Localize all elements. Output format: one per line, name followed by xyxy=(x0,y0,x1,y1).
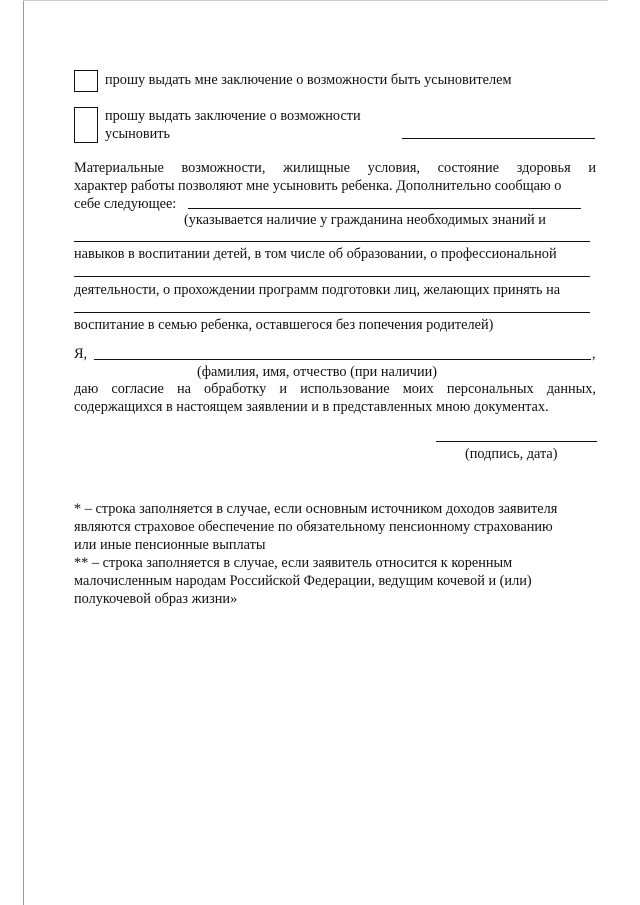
option-opinion-adopt-line1: прошу выдать заключение о возможности xyxy=(105,108,361,124)
fio-field[interactable] xyxy=(94,359,591,360)
material-line-1 xyxy=(74,159,596,178)
word: персональных xyxy=(446,381,534,397)
page-top-edge xyxy=(23,0,608,1)
word: даю xyxy=(74,381,99,397)
word: здоровья xyxy=(516,160,571,176)
additional-info-hint-2: навыков в воспитании детей, в том числе об образовании, о профессиональной xyxy=(74,246,557,262)
word: состояние xyxy=(437,160,500,176)
footnote-2-line-3: полукочевой образ жизни» xyxy=(74,591,238,607)
footnote-1-line-3: или иные пенсионные выплаты xyxy=(74,537,266,553)
child-name-field[interactable] xyxy=(402,138,595,139)
material-line-3-lead: себе следующее: xyxy=(74,196,177,212)
option-opinion-adopt-line2: усыновить xyxy=(105,126,171,142)
additional-info-field-2[interactable] xyxy=(74,241,590,242)
word: использование xyxy=(300,381,390,397)
consent-comma: , xyxy=(592,346,596,362)
consent-text-line-1 xyxy=(74,380,596,399)
additional-info-field-1[interactable] xyxy=(188,208,581,209)
word: условия, xyxy=(367,160,421,176)
footnote-1-line-2: являются страховое обеспечение по обязательному пенсионному страхованию xyxy=(74,519,553,535)
footnote-1-line-1: * – строка заполняется в случае, если основным источником доходов заявителя xyxy=(74,501,558,517)
additional-info-hint-1: (указывается наличие у гражданина необходимых знаний и xyxy=(184,212,546,228)
word: и xyxy=(279,381,288,397)
signature-field[interactable] xyxy=(436,441,597,442)
page-left-edge xyxy=(23,0,24,905)
word: возможности, xyxy=(181,160,266,176)
word: моих xyxy=(402,381,434,397)
word: данных, xyxy=(546,381,596,397)
word: обработку xyxy=(204,381,267,397)
checkbox-opinion-adopt[interactable] xyxy=(74,107,98,143)
checkbox-opinion-adopter[interactable] xyxy=(74,70,98,92)
additional-info-field-3[interactable] xyxy=(74,276,590,277)
material-line-2: характер работы позволяют мне усыновить ребенка. Дополнительно сообщаю о xyxy=(74,178,562,194)
additional-info-hint-3: деятельности, о прохождении программ подготовки лиц, желающих принять на xyxy=(74,282,561,298)
consent-text-line-2: содержащихся в настоящем заявлении и в представленных мною документах. xyxy=(74,399,549,415)
additional-info-hint-4: воспитание в семью ребенка, оставшегося без попечения родителей) xyxy=(74,317,494,333)
word: на xyxy=(176,381,191,397)
option-opinion-adopter-label: прошу выдать мне заключение о возможности быть усыновителем xyxy=(105,72,512,88)
word: жилищные xyxy=(283,160,351,176)
fio-hint: (фамилия, имя, отчество (при наличии) xyxy=(197,364,438,380)
additional-info-field-4[interactable] xyxy=(74,312,590,313)
word: и xyxy=(588,160,596,176)
footnote-2-line-1: ** – строка заполняется в случае, если заявитель относится к коренным xyxy=(74,555,513,571)
signature-hint: (подпись, дата) xyxy=(465,446,558,462)
footnote-2-line-2: малочисленным народам Российской Федерации, ведущим кочевой и (или) xyxy=(74,573,532,589)
word: согласие xyxy=(111,381,164,397)
consent-ya: Я, xyxy=(74,346,88,362)
word: Материальные xyxy=(74,160,164,176)
